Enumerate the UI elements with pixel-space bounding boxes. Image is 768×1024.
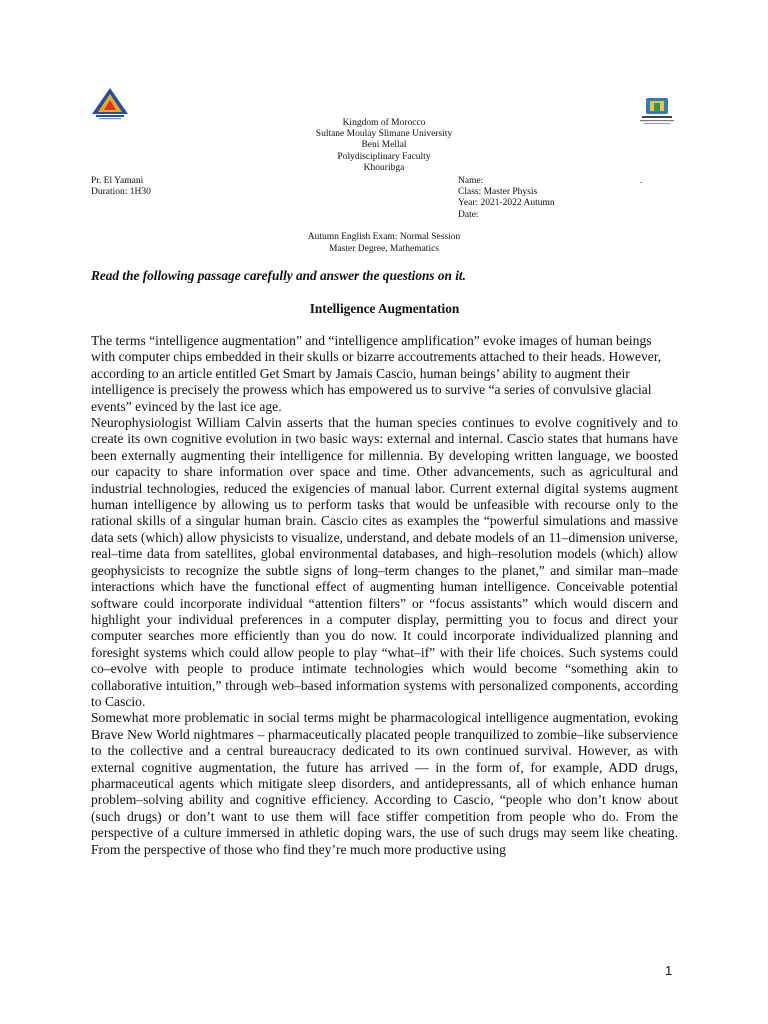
institution-line: Sultane Moulay Slimane University — [315, 129, 453, 140]
institution-line: Polydisciplinary Faculty — [337, 151, 431, 162]
faculty-logo-icon — [638, 96, 676, 126]
institution-line: Kingdom of Morocco — [342, 118, 426, 128]
institution-header — [234, 118, 534, 174]
exam-duration: Duration: 1H30 — [91, 187, 151, 198]
passage-paragraph: Somewhat more problematic in social terms might be pharmacological intelligence augmentation, evoking Brave New World nightmares – pharmaceutically placated people tranquilized to zombie–like subservience to the collective and a central bureaucracy dedicated to its own continued survival. However, as with external cognitive augmentation, the future has arrived — in the form of, for example, ADD drugs, pharmaceutical agents which mitigate sleep disorders, and antidepressants, all of which enhance human problem–solving ability and cognitive efficiency. According to Cascio, “people who don’t know about (such drugs) or don’t want to use them will face stiffer competition from people who do. From the perspective of a culture immersed in athletic doping wars, the use of such drugs may seem like cheating. From the perspective of those who find they’re much more productive using — [91, 710, 678, 857]
passage-body — [91, 333, 678, 858]
passage-title: Intelligence Augmentation — [309, 301, 460, 316]
exam-session-line: Autumn English Exam: Normal Session — [307, 232, 461, 242]
student-info — [458, 176, 643, 221]
professor-name: Pr. El Yamani — [91, 176, 144, 186]
institution-line: Beni Mellal — [361, 140, 407, 151]
date-field: Date: — [458, 209, 479, 220]
exam-session-title — [234, 232, 534, 255]
year-field: Year: 2021-2022 Autumn — [458, 198, 555, 209]
class-field: Class: Master Physis — [458, 187, 538, 198]
stray-dot: . — [640, 176, 643, 186]
institution-line: Khouribga — [363, 162, 405, 173]
exam-degree-line: Master Degree, Mathematics — [329, 243, 439, 254]
passage-paragraph: Neurophysiologist William Calvin asserts that the human species continues to evolve cognitively and to create its own cognitive evolution in two basic ways: external and internal. Cascio states that humans have been externally augmenting their intelligence for millennia. By developing written language, we boosted our capacity to share information over space and time. Other advancements, such as agricultural and industrial technologies, reduced the exigencies of manual labor. Current external digital systems augment human intelligence by allowing us to perform tasks that would be unfeasible with recourse only to the rational skills of a singular human brain. Cascio cites as examples the “powerful simulations and massive data sets (which) allow physicists to visualize, understand, and debate models of an 11–dimension universe, real–time data from satellites, global environmental databases, and high–resolution models (which) allow geophysicists to recognize the subtle signs of long–term changes to the planet,” and similar man–made interactions which have the functional effect of augmenting human intelligence. Conceivable potential software could incorporate individual “attention filters” or “focus assistants” which would discern and highlight your individual preferences in a computer display, permitting you to focus and direct your computer searches more efficiently than you do now. It could incorporate individualized planning and foresight systems which could allow people to play “what–if” with their life choices. Such systems could co–evolve with people to produce intimate technologies which would become “something akin to collaborative intuition,” through web–based information systems with personalized components, according to Cascio. — [91, 415, 678, 709]
passage-paragraph: The terms “intelligence augmentation” and “intelligence amplification” evoke images of human beings with computer chips embedded in their skulls or bizarre accoutrements attached to their heads. However, according to an article entitled Get Smart by Jamais Cascio, human beings’ ability to augment their intelligence is precisely the prowess which has empowered us to survive “a series of convulsive glacial events” evinced by the last ice age. — [91, 333, 662, 414]
page-number: 1 — [665, 963, 673, 978]
student-name-field: Name: — [458, 176, 484, 186]
professor-info — [91, 176, 151, 198]
university-logo-icon — [90, 86, 130, 120]
instruction-text: Read the following passage carefully and answer the questions on it. — [91, 268, 466, 283]
